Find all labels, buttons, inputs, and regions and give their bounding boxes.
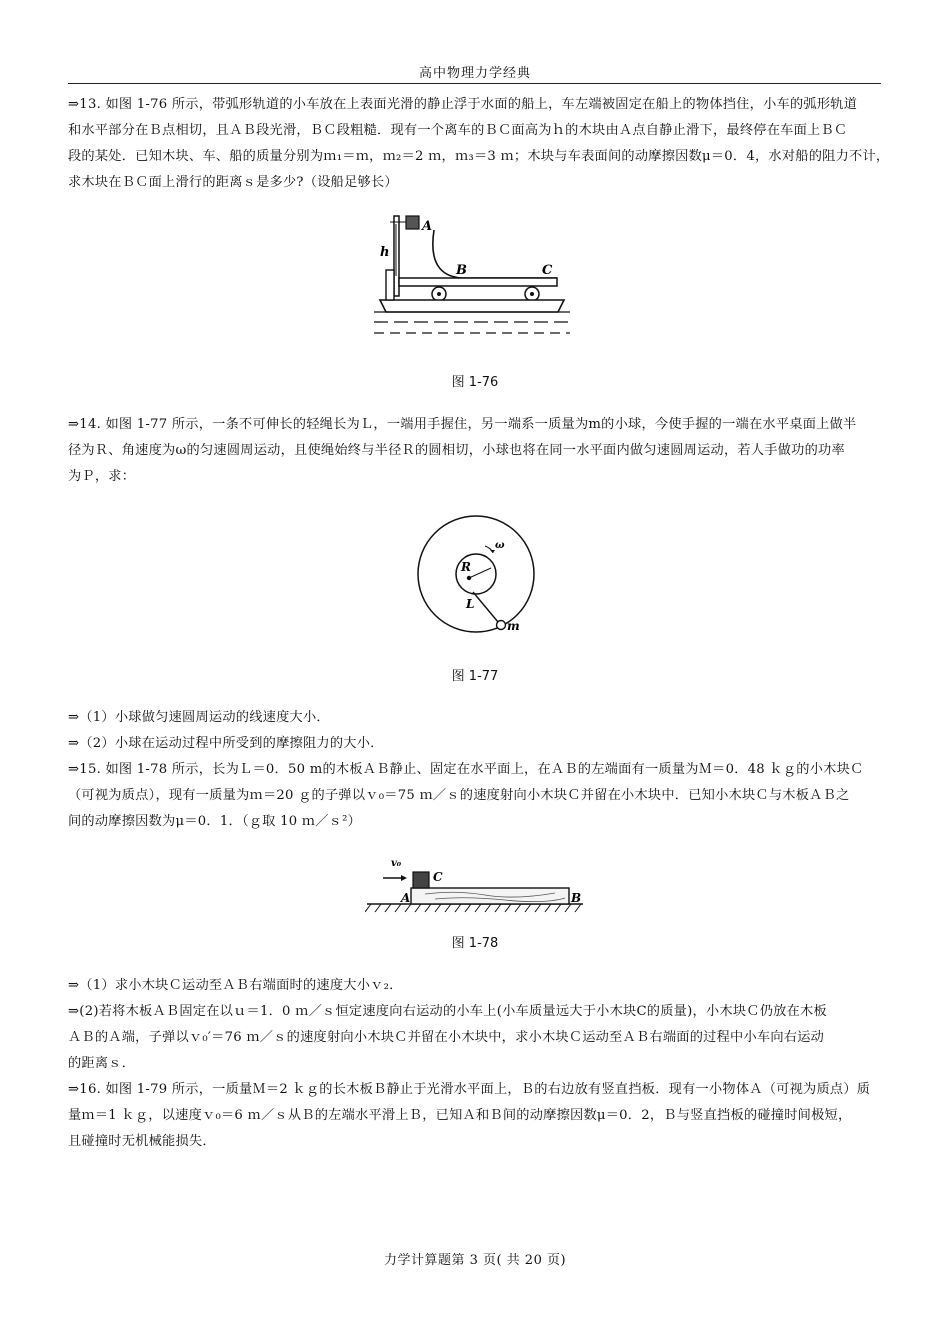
q13-line-1: ⇒13. 如图 1-76 所示，带弧形轨道的小车放在上表面光滑的静止浮于水面的船上，车左端被固定在船上的物体挡住，小车的弧形轨道 xyxy=(68,97,858,112)
figure-1-76-caption: 图 1-76 xyxy=(451,375,499,390)
omega-arrow xyxy=(485,546,493,553)
ground-hatch xyxy=(365,904,581,912)
arc-track xyxy=(433,230,557,278)
label-r: R xyxy=(461,560,471,574)
header-title: 高中物理力学经典 xyxy=(418,66,531,81)
outer-circle xyxy=(418,516,534,632)
figure-1-78 xyxy=(365,852,587,914)
ball-m xyxy=(497,621,506,630)
q14-part-2: ⇒（2）小球在运动过程中所受到的摩擦阻力的大小． xyxy=(68,736,384,751)
q15-part-2-line-2: ＡＢ的Ａ端，子弹以ｖ₀′＝76 ｍ／ｓ的速度射向小木块Ｃ并留在小木块中，求小木块Ｃ运动至ＡＢ右端面的过程中小车向右运动 xyxy=(68,1030,825,1045)
q14-line-2: 径为Ｒ、角速度为ω的匀速圆周运动，且使绳始终与半径Ｒ的圆相切，小球也将在同一水平面内做匀速圆周运动，若人手做功的功率 xyxy=(68,443,845,458)
figure-1-76 xyxy=(372,208,572,344)
boat xyxy=(380,300,564,312)
q16-line-1: ⇒16. 如图 1-79 所示，一质量Ｍ＝2 ｋｇ的长木板Ｂ静止于光滑水平面上，Ｂ的右边放有竖直挡板．现有一小物体Ａ（可视为质点）质 xyxy=(68,1082,871,1097)
block-c xyxy=(413,872,429,888)
header-divider xyxy=(68,83,881,84)
label-v0: v₀ xyxy=(391,858,402,869)
rope-line xyxy=(473,592,498,622)
q14-line-3: 为Ｐ，求： xyxy=(68,469,136,484)
cart-board xyxy=(399,278,557,286)
question-15 xyxy=(68,757,886,835)
page-footer: 力学计算题第 3 页( 共 20 页) xyxy=(383,1253,567,1268)
wheel-right-hub xyxy=(530,292,534,296)
q15-part-2-line-1: ⇒(2)若将木板ＡＢ固定在以ｕ＝1．0 ｍ／ｓ恒定速度向右运动的小车上(小车质量远大于小木块C的质量)，小木块Ｃ仍放在木板 xyxy=(68,1004,827,1019)
q16-line-2: 量ｍ＝1 ｋｇ，以速度ｖ₀＝6 ｍ／ｓ从Ｂ的左端水平滑上Ｂ，已知Ａ和Ｂ间的动摩擦因数μ＝0．2，Ｂ与竖直挡板的碰撞时间极短， xyxy=(68,1108,852,1123)
blocking-object xyxy=(386,270,394,300)
q15-line-3: 间的动摩擦因数为μ＝0．1．（ｇ取 10 ｍ／ｓ²） xyxy=(68,814,362,829)
q13-line-3: 段的某处．已知木块、车、船的质量分别为ｍ₁＝ｍ，ｍ₂＝2 ｍ，ｍ₃＝3 ｍ；木块与车表面间的动摩擦因数μ＝0．4，水对船的阻力不计， xyxy=(68,149,890,164)
q13-line-4: 求木块在ＢＣ面上滑行的距离ｓ是多少?（设船足够长） xyxy=(68,175,398,190)
question-16 xyxy=(68,1077,886,1155)
q13-line-2: 和水平部分在Ｂ点相切，且ＡＢ段光滑，ＢＣ段粗糙．现有一个离车的ＢＣ面高为ｈ的木块由Ａ点自静止滑下，最终停在车面上ＢＣ xyxy=(68,123,848,138)
question-14-parts xyxy=(68,705,886,757)
question-15-parts xyxy=(68,973,886,1077)
q14-part-1: ⇒（1）小球做匀速圆周运动的线速度大小． xyxy=(68,710,330,725)
label-omega: ω xyxy=(495,540,505,551)
question-14 xyxy=(68,412,886,490)
label-m: m xyxy=(507,619,520,633)
bullet-arrow-head xyxy=(401,875,407,881)
block-a xyxy=(406,216,419,229)
label-a: A xyxy=(422,219,433,234)
label-c: C xyxy=(542,263,553,278)
q14-line-1: ⇒14. 如图 1-77 所示，一条不可伸长的轻绳长为Ｌ，一端用手握住，另一端系一质量为m的小球，今使手握的一端在水平桌面上做半 xyxy=(68,417,857,432)
label-a: A xyxy=(401,891,411,905)
label-h: h xyxy=(380,245,390,260)
figure-1-78-caption: 图 1-78 xyxy=(451,936,499,951)
q15-part-2-line-3: 的距离ｓ． xyxy=(68,1056,136,1071)
label-b: B xyxy=(456,263,467,278)
question-13 xyxy=(68,92,890,196)
wheel-left-hub xyxy=(437,292,441,296)
label-b: B xyxy=(571,891,582,905)
q15-line-2: （可视为质点），现有一质量为ｍ＝20 ｇ的子弹以ｖ₀＝75 ｍ／ｓ的速度射向小木块Ｃ并留在小木块中．已知小木块Ｃ与木板ＡＢ之 xyxy=(68,788,850,803)
label-c: C xyxy=(433,870,443,884)
figure-1-77-caption: 图 1-77 xyxy=(451,669,499,684)
figure-1-77 xyxy=(415,510,537,638)
label-l: L xyxy=(466,597,475,611)
q15-line-1: ⇒15. 如图 1-78 所示，长为Ｌ＝0．50 m的木板ＡＢ静止、固定在水平面上，在ＡＢ的左端面有一质量为Ｍ＝0．48 ｋｇ的小木块Ｃ xyxy=(68,762,864,777)
radius-line xyxy=(469,568,491,578)
q16-line-3: 且碰撞时无机械能损失． xyxy=(68,1134,216,1149)
q15-part-1: ⇒（1）求小木块Ｃ运动至ＡＢ右端面时的速度大小ｖ₂． xyxy=(68,978,403,993)
